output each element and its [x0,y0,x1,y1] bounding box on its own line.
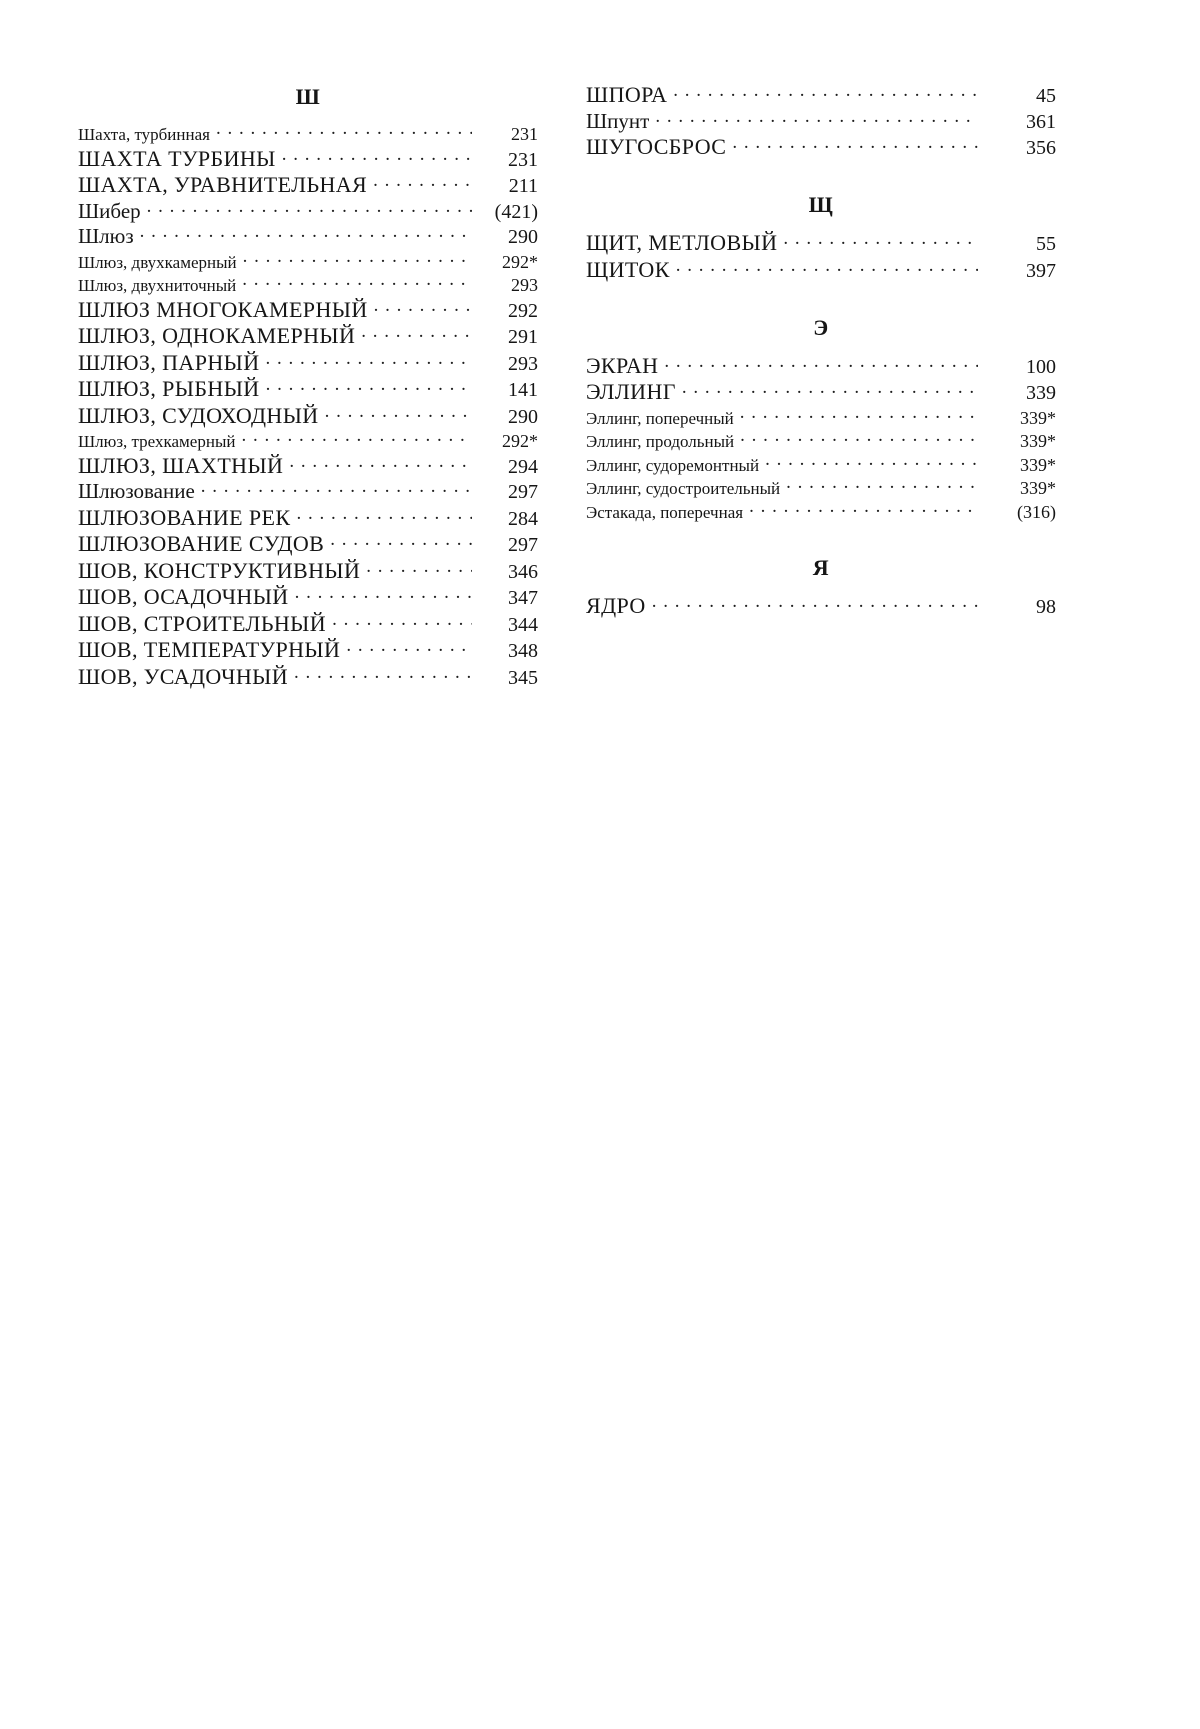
index-entry[interactable] [586,84,1056,106]
dot-leader [330,535,472,551]
index-entry[interactable] [586,408,1056,427]
index-entry-page: 290 [508,226,538,248]
index-entry[interactable] [586,256,1056,282]
index-entry-page: 98 [1036,595,1056,618]
index-entry-label: ШЛЮЗ, СУДОХОДНЫЙ [78,402,319,428]
index-entry-label: Эллинг, судоремонтный [586,455,760,475]
dot-leader [243,252,472,268]
dot-leader [296,509,472,525]
index-entry-label: Эллинг, судостроительный [586,479,781,498]
dot-leader [740,408,978,424]
index-entry-label: ШОВ, УСАДОЧНЫЙ [78,663,289,689]
index-entry-page: 291 [508,326,538,348]
dot-leader [294,668,472,684]
index-entry-page: 344 [508,613,538,636]
index-entry-page: 348 [508,640,538,662]
index-entry-page: 290 [508,405,538,428]
index-entry[interactable] [78,325,538,347]
index-entry[interactable] [78,296,538,322]
index-entry[interactable] [78,124,538,143]
index-entry-label: ШЛЮЗ МНОГОКАМЕРНЫЙ [78,296,368,322]
section-letter-heading: Я [812,554,830,580]
index-entry[interactable] [586,431,1056,450]
index-entry[interactable] [78,533,538,555]
index-entry-page: 345 [508,666,538,689]
dot-leader [147,202,472,218]
index-entry[interactable] [78,452,538,478]
dot-leader [682,383,978,399]
index-entry-label: ШОВ, ОСАДОЧНЫЙ [78,584,289,609]
index-entry-page: 297 [508,534,538,556]
index-entry-list [586,592,1056,618]
dot-leader [361,327,472,343]
index-entry-page: 211 [508,175,538,197]
index-entry[interactable] [78,378,538,400]
index-entry-label: ШПОРА [586,82,668,107]
dot-leader [140,227,472,243]
dot-leader [765,455,978,471]
index-entry-label: Шлюз, двухниточный [78,276,237,295]
index-entry-label: ШЛЮЗ, РЫБНЫЙ [78,376,260,401]
index-entry-label: Шлюз, трехкамерный [78,432,236,451]
dot-leader [201,482,472,498]
index-entry-label: Шлюз [78,224,134,248]
index-entry-list [586,352,1056,522]
index-entry-page: (421) [494,200,538,223]
index-section-shcha [586,192,1056,281]
index-section-e [586,315,1056,521]
index-entry-label: ШОВ, СТРОИТЕЛЬНЫЙ [78,610,327,636]
index-entry-label: ЭКРАН [586,352,659,378]
index-entry[interactable] [78,586,538,608]
index-section-sh-continued [586,84,1056,158]
index-entry-page: 292 [508,299,538,322]
dot-leader [749,502,978,518]
index-entry[interactable] [586,502,1056,521]
index-entry[interactable] [78,349,538,375]
index-entry-page: 361 [1026,110,1056,133]
dot-leader [673,86,978,102]
index-entry[interactable] [78,198,538,223]
index-entry-label: Шахта, турбинная [78,125,210,144]
index-entry-label: ЩИТОК [586,256,670,282]
index-entry[interactable] [586,108,1056,133]
index-entry[interactable] [586,136,1056,158]
index-entry-label: Шибер [78,198,141,223]
index-section-sha [78,84,538,688]
index-entry[interactable] [78,639,538,661]
index-entry-label: ЯДРО [586,592,646,618]
index-entry-page: 141 [508,379,538,401]
index-entry-list [586,232,1056,281]
section-letter-heading: Ш [295,84,321,109]
index-entry-label: ШЛЮЗОВАНИЕ СУДОВ [78,531,325,556]
index-entry-label: ЩИТ, МЕТЛОВЫЙ [586,230,778,255]
dot-leader [664,357,978,373]
index-columns [78,84,1078,692]
index-entry-list [586,84,1056,158]
index-entry-page: 231 [508,148,538,171]
index-entry-label: ЭЛЛИНГ [586,379,676,404]
index-entry[interactable] [78,431,538,450]
index-entry[interactable] [78,145,538,171]
dot-leader [282,150,472,166]
index-entry[interactable] [78,402,538,428]
index-entry-page: 292* [502,431,538,451]
index-entry-label: ШОВ, КОНСТРУКТИВНЫЙ [78,557,361,583]
index-entry-label: Шлюзование [78,479,195,503]
dot-leader [652,597,978,613]
dot-leader [374,301,472,317]
index-entry[interactable] [586,478,1056,497]
dot-leader [242,275,472,291]
index-entry[interactable] [586,232,1056,254]
index-entry-label: ШАХТА, УРАВНИТЕЛЬНАЯ [78,172,368,197]
index-entry-label: ШОВ, ТЕМПЕРАТУРНЫЙ [78,637,341,662]
index-entry[interactable] [78,174,538,196]
section-letter-heading: Э [813,314,829,340]
index-entry[interactable] [78,481,538,502]
index-entry-label: Эллинг, продольный [586,432,735,451]
dot-leader [676,261,978,277]
dot-leader [783,234,978,250]
index-entry-page: 293 [511,275,538,295]
index-entry-page: 284 [508,507,538,530]
index-entry[interactable] [78,252,538,271]
index-entry-page: 339* [1020,454,1056,475]
index-entry[interactable] [586,352,1056,378]
index-section-ya [586,555,1056,617]
index-entry-label: Эллинг, поперечный [586,408,734,428]
dot-leader [325,407,472,423]
index-entry[interactable] [78,557,538,583]
index-entry-page: 100 [1026,355,1056,378]
index-entry[interactable] [586,381,1056,403]
dot-leader [655,112,978,128]
index-column-left [78,84,538,692]
index-column-right [586,84,1056,621]
dot-leader [289,457,472,473]
dot-leader [266,380,472,396]
dot-leader [366,562,472,578]
index-entry-label: ШЛЮЗ, ПАРНЫЙ [78,349,260,375]
index-entry-label: ШУГОСБРОС [586,134,727,159]
index-entry-page: 45 [1036,85,1056,107]
index-entry-page: 346 [508,560,538,583]
dot-leader [346,641,472,657]
index-entry-label: ШАХТА ТУРБИНЫ [78,145,276,171]
index-entry-page: 347 [508,587,538,609]
index-entry[interactable] [78,504,538,530]
dot-leader [732,138,978,154]
index-entry-page: 297 [508,481,538,503]
dot-leader [373,176,472,192]
index-entry-page: (316) [1017,501,1056,522]
index-entry-label: Шпунт [586,108,650,133]
index-entry-page: 293 [508,352,538,375]
index-entry-label: Шлюз, двухкамерный [78,252,237,272]
index-entry-page: 339* [1020,407,1056,428]
index-entry-label: ШЛЮЗОВАНИЕ РЕК [78,504,291,530]
index-entry-page: 231 [511,124,538,144]
index-entry-label: ШЛЮЗ, ОДНОКАМЕРНЫЙ [78,323,356,348]
index-entry-page: 339* [1020,478,1056,498]
index-entry[interactable] [78,610,538,636]
index-entry-page: 339 [1026,382,1056,404]
index-entry[interactable] [586,592,1056,618]
dot-leader [786,478,978,494]
dot-leader [332,615,472,631]
index-entry-page: 397 [1026,259,1056,282]
index-entry-label: ШЛЮЗ, ШАХТНЫЙ [78,452,284,478]
index-entry[interactable] [78,275,538,294]
index-entry-page: 292* [502,251,538,272]
dot-leader [266,354,472,370]
index-entry-page: 294 [508,455,538,478]
dot-leader [241,431,472,447]
index-entry-label: Эстакада, поперечная [586,502,744,522]
index-entry-page: 55 [1036,233,1056,255]
section-letter-heading: Щ [808,192,834,217]
index-entry-list [78,124,538,688]
dot-leader [740,431,978,447]
dot-leader [216,124,472,140]
index-entry[interactable] [586,455,1056,474]
dot-leader [295,588,472,604]
index-entry[interactable] [78,663,538,689]
index-entry-page: 356 [1026,137,1056,159]
index-entry[interactable] [78,226,538,247]
index-entry-page: 339* [1020,431,1056,451]
